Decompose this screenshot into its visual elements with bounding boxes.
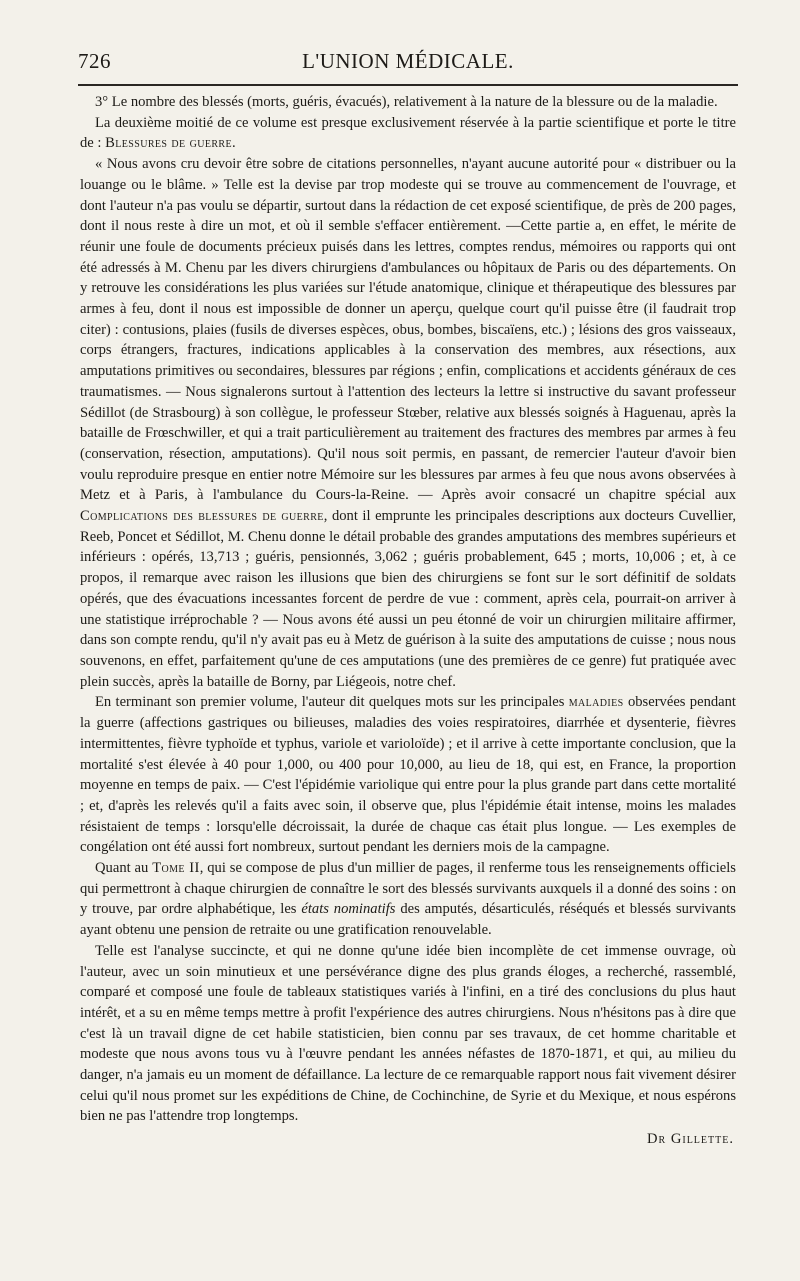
article-body [80, 92, 736, 1150]
volume-title: Tome II [152, 860, 200, 877]
section-title-blessures: Blessures de guerre [105, 135, 233, 152]
section-title-complications: Complications des blessures de guerre [80, 508, 324, 525]
page-number: 726 [78, 49, 111, 73]
italic-term: états nominatifs [301, 901, 396, 918]
paragraph-item-3: 3° Le nombre des blessés (morts, guéris, évacués), relativement à la nature de la blessure ou de la maladie. [95, 94, 718, 110]
section-title-maladies: maladies [568, 694, 624, 711]
header-rule [78, 84, 738, 86]
author-signature: Dr Gillette. [646, 1131, 734, 1148]
paragraph-conclusion: Telle est l'analyse succincte, et qui ne donne qu'une idée bien incomplète de cet immense ouvrage, où l'auteur, avec un soin minutieux et une persévérance digne des plus grands éloges, a recherché, rassemblé, comparé et composé une foule de tableaux statistiques variés à l'infini, en a tiré des conclusions du plus haut intérêt, et a su en même temps mettre à profit l'expérience des autres chirurgiens. Nous n'hésitons pas à dire que c'est là un travail digne de cet habile statisticien, bien connu par ses travaux, de cet homme charitable et modeste que nous avons tous vu à l'œuvre pendant les années néfastes de 1870-1871, et qui, au milieu du danger, n'a jamais eu un moment de défaillance. La lecture de ce remarquable rapport nous fait vivement désirer celui qu'il nous promet sur les expéditions de Chine, de Cochinchine, de Syrie et du Mexique, et nous espérons bien ne pas l'attendre trop longtemps. [80, 942, 736, 1125]
paragraph-maladies: En terminant son premier volume, l'auteur dit quelques mots sur les principales maladies observées pendant la guerre (affections gastriques ou bilieuses, maladies des voies respiratoires, diarrhée et dysenterie, fièvres intermittentes, fièvre typhoïde et typhus, variole et varioloïde) ; et il arrive à cette importante conclusion, que la mortalité s'est élevée à 40 pour 1,000, ou 400 pour 10,000, au lieu de 18, qui est, en France, la proportion moyenne en temps de paix. — C'est l'épidémie variolique qui entre pour la plus grande part dans cette mortalité ; et, d'après les relevés qu'il a faits avec soin, il observe que, plus l'épidémie était intense, moins les malades résistaient de temps : lorsqu'elle décroissait, la durée de chaque cas était plus longue. — Les exemples de congélation ont été aussi fort nombreux, surtout pendant les derniers mois de la campagne. [80, 694, 736, 856]
page-header [78, 49, 738, 77]
paragraph-scientific-part: « Nous avons cru devoir être sobre de citations personnelles, n'ayant aucune autorité pour « distribuer ou la louange ou le blâme. » Telle est la devise par trop modeste qui se trouve au commencement de l'ouvrage, et dont l'auteur n'a pas voulu se départir, surtout dans la rédaction de cet exposé scientifique, de près de 200 pages, dont il nous reste à dire un mot, et où il semble s'effacer entièrement. —Cette partie a, en effet, le mérite de réunir une foule de documents précieux puisés dans les lettres, comptes rendus, mémoires ou rapports qui ont été adressés à M. Chenu par les divers chirurgiens d'ambulances ou hôpitaux de Paris ou des départements. On y retrouve les considérations les plus variées sur l'étude anatomique, clinique et thérapeutique des blessures par armes à feu, dont il nous est impossible de donner un aperçu, quelque court qu'il puisse être (il faudrait trop citer) : contusions, plaies (fusils de diverses espèces, obus, bombes, biscaïens, etc.) ; lésions des gros vaisseaux, corps étrangers, fractures, indications applicables à la conservation des membres, aux résections, aux amputations primitives ou secondaires, blessures par régions ; enfin, complications et accidents généraux de ces traumatismes. — Nous signalerons surtout à l'attention des lecteurs la lettre si instructive du savant professeur Sédillot (de Strasbourg) à son collègue, le professeur Stœber, relative aux blessés soignés à Haguenau, après la bataille de Frœschwiller, et qui a trait particulièrement au traitement des fractures des membres par armes à feu (conservation, résection, amputations). Qu'il nous soit permis, en passant, de remercier l'auteur d'avoir bien voulu reproduire presque en entier notre Mémoire sur les blessures par armes à feu que nous avons observées à Metz et à Paris, à l'ambulance du Cours-la-Reine. — Après avoir consacré un chapitre spécial aux Complications des blessures de guerre, dont il emprunte les principales descriptions aux docteurs Cuvellier, Reeb, Poncet et Sédillot, M. Chenu donne le détail probable des grandes amputations des membres supérieurs et inférieurs : opérés, 13,713 ; guéris, pensionnés, 3,062 ; guéris probablement, 645 ; morts, 10,006 ; et, à ce propos, il remarque avec raison les illusions que bien des chirurgiens se font sur le sort définitif de soldats opérés, que des évacuations incessantes forcent de perdre de vue : comment, après cela, pourrait-on arriver à une statistique irréprochable ? — Nous avons été aussi un peu étonné de voir un chirurgien militaire affirmer, dans son compte rendu, qu'il n'y avait pas eu à Metz de guérison à la suite des amputations de cuisse ; nous nous souvenons, en effet, parfaitement qu'une de ces amputations (une des premières de ce genre) fut pratiquée avec plein succès, après la bataille de Borny, par Liégeois, notre chef. [80, 156, 736, 690]
paragraph-tome-2: Quant au Tome II, qui se compose de plus d'un millier de pages, il renferme tous les renseignements officiels qui permettront à chaque chirurgien de connaître le sort des blessés survivants auxquels il a donné des soins : on y trouve, par ordre alphabétique, les états nominatifs des amputés, désarticulés, réséqués et blessés survivants ayant obtenu une pension de retraite ou une gratification renouvelable. [80, 860, 736, 939]
running-title: L'UNION MÉDICALE. [302, 49, 514, 73]
paragraph-second-half: La deuxième moitié de ce volume est presque exclusivement réservée à la partie scientifique et porte le titre de : Blessures de guerre. [80, 114, 736, 152]
